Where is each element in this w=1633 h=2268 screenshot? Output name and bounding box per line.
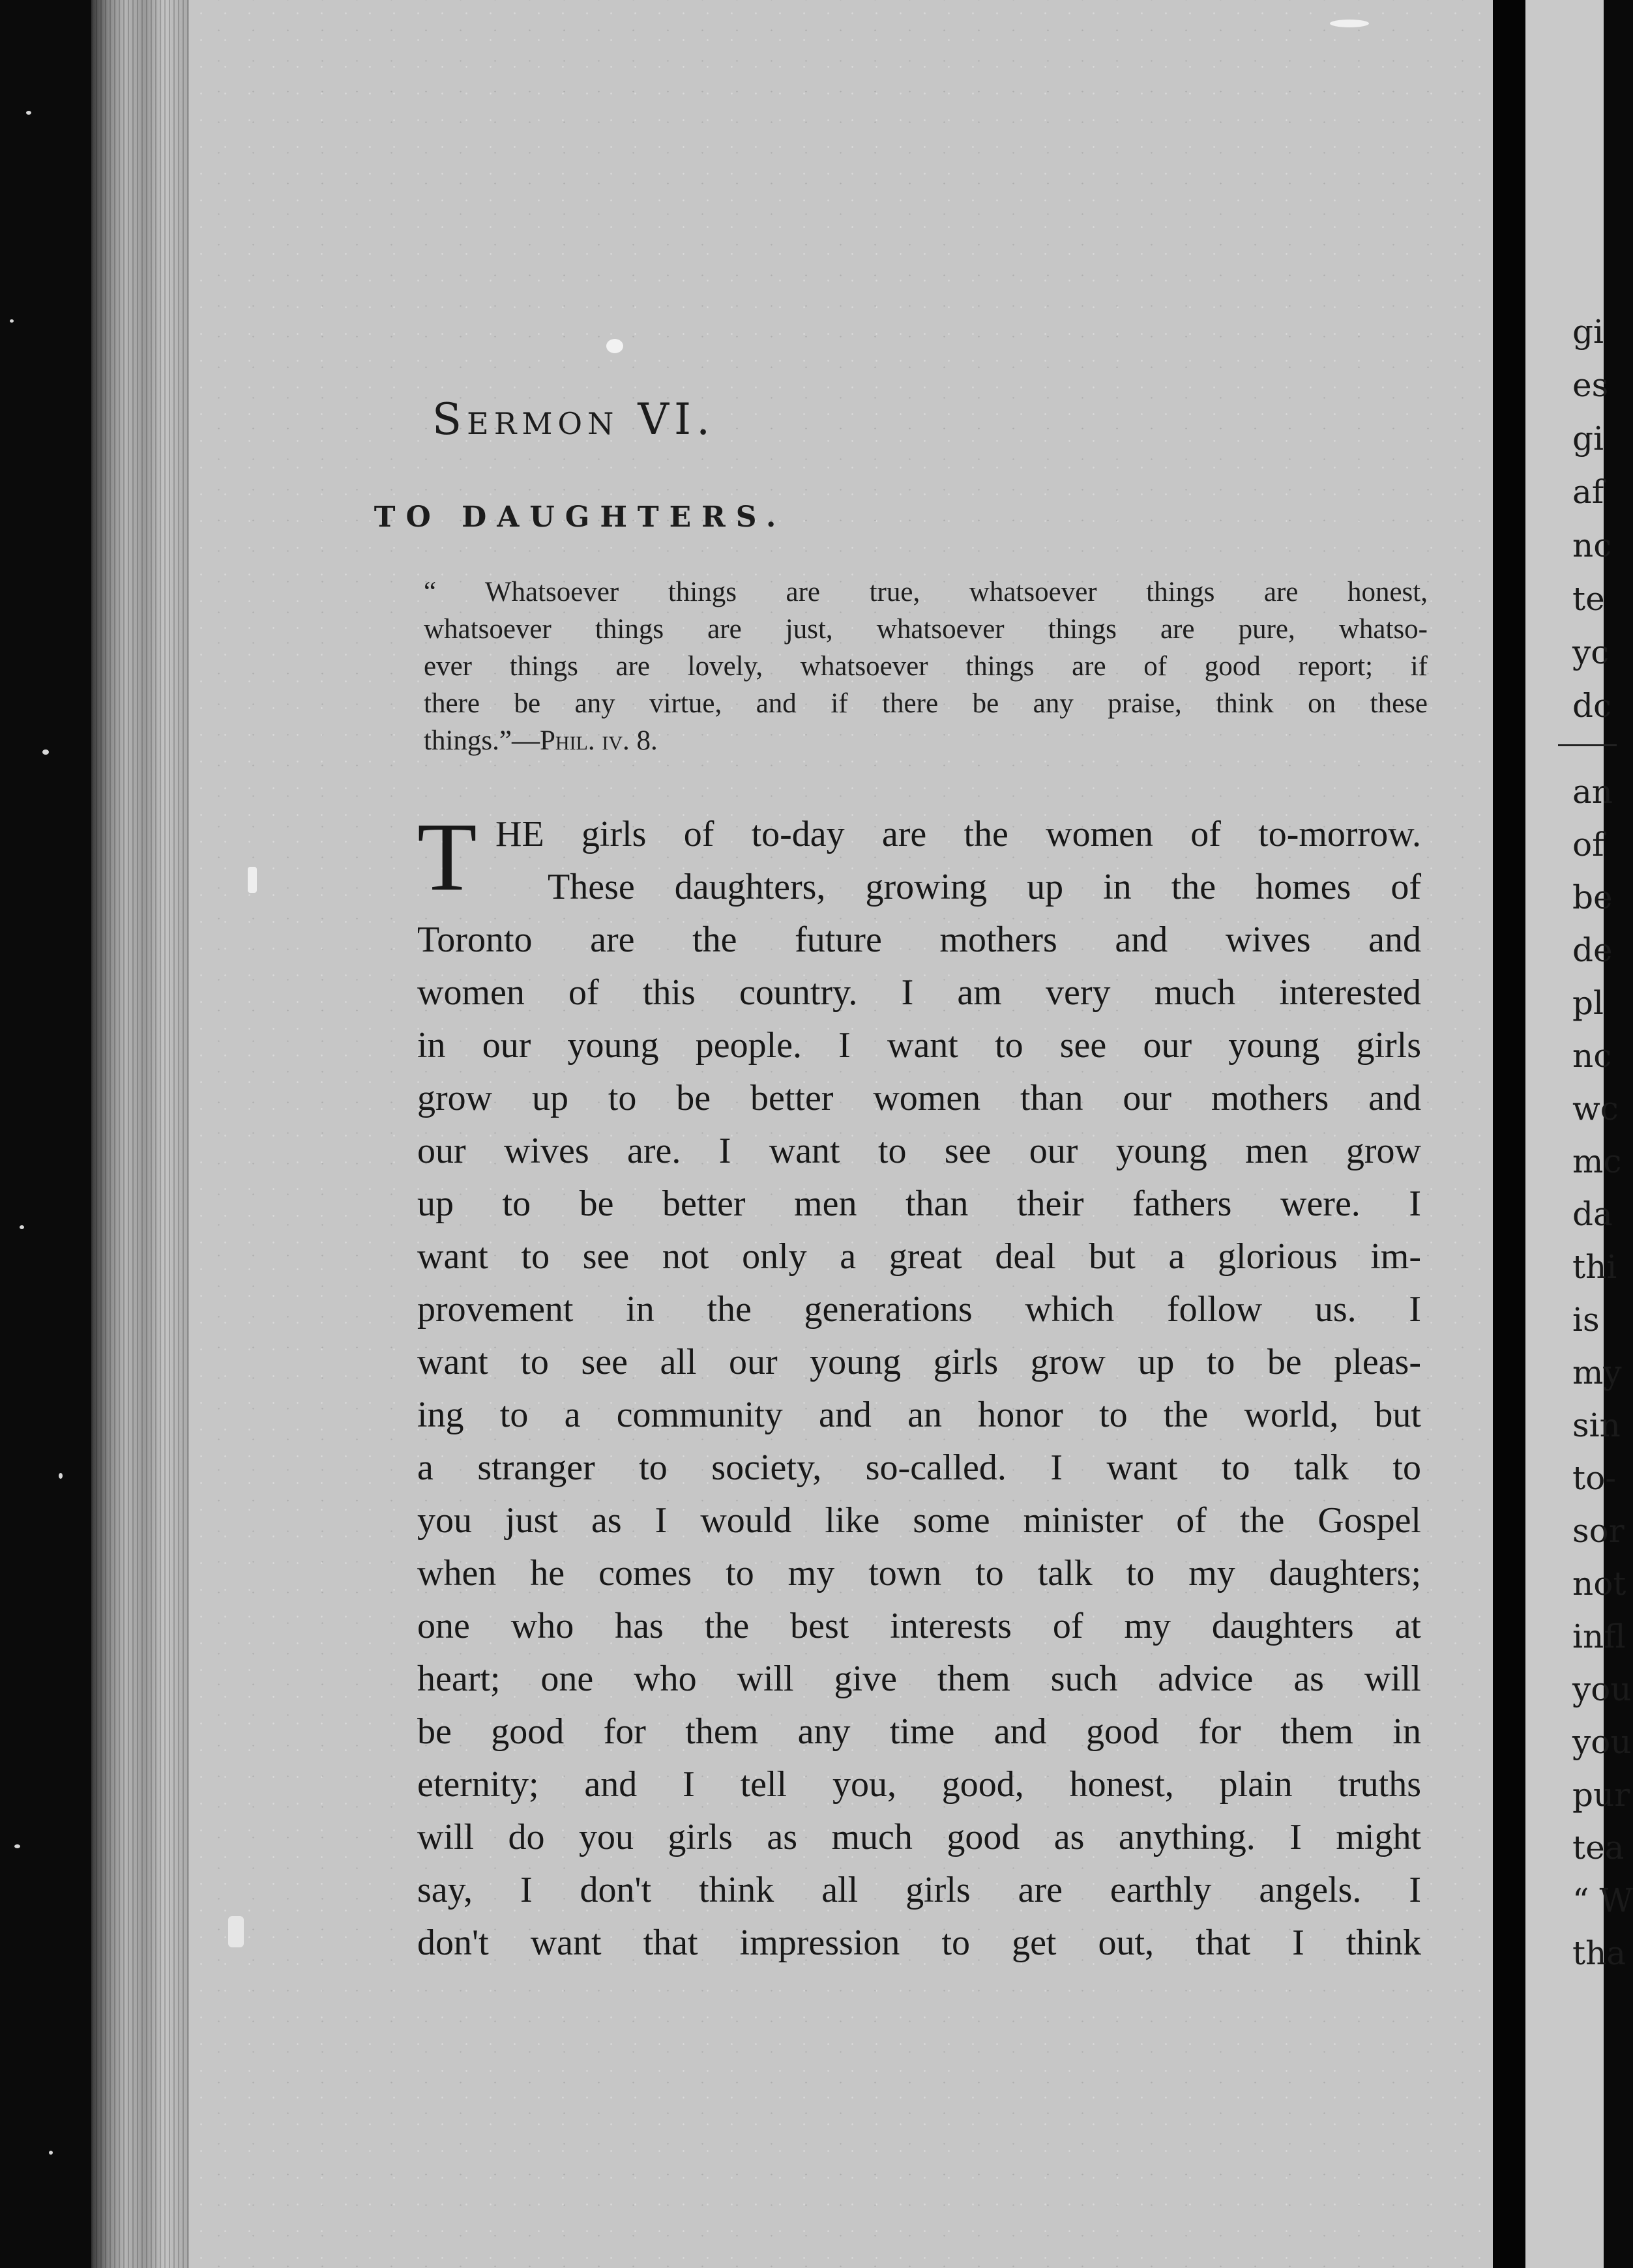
facing-page-line: wc	[1572, 1090, 1619, 1127]
facing-page-line: gi	[1572, 420, 1604, 458]
facing-page-line: nc	[1572, 527, 1612, 564]
facing-page-line: thi	[1572, 1248, 1617, 1286]
body-line: in our young people. I want to see our young girls	[417, 1025, 1421, 1066]
facing-page-line: gi	[1572, 313, 1604, 351]
body-line: one who has the best interests of my daughters at	[417, 1606, 1421, 1646]
body-line: a stranger to society, so-called. I want to talk to	[417, 1447, 1421, 1488]
facing-page-line: is	[1572, 1301, 1600, 1339]
epigraph-text: things.”—	[424, 725, 540, 756]
facing-page-line: “ W	[1572, 1882, 1633, 1919]
facing-page-line: dc	[1572, 687, 1612, 725]
body-line: you just as I would like some minister of the Gospel	[417, 1500, 1421, 1541]
body-line: want to see not only a great deal but a glorious im-	[417, 1236, 1421, 1277]
epigraph-last-line	[424, 722, 1428, 759]
scan-speck	[20, 1225, 24, 1229]
facing-page-line: es	[1572, 366, 1609, 404]
epigraph-line: there be any virtue, and if there be any praise, think on these	[424, 688, 1428, 719]
scan-speck	[42, 749, 49, 755]
body-line: want to see all our young girls grow up to be pleas-	[417, 1342, 1421, 1382]
body-line: provement in the generations which follow us. I	[417, 1289, 1421, 1330]
paper-spot	[1330, 20, 1369, 27]
facing-page-fragment	[1525, 0, 1633, 2268]
book-gutter	[1493, 0, 1525, 2268]
facing-page-line: nc	[1572, 1037, 1612, 1075]
drop-cap: T	[417, 803, 477, 911]
paper-spot	[606, 339, 623, 353]
scan-speck	[10, 319, 14, 323]
epigraph	[424, 574, 1428, 759]
page-title: Sermon VI.	[432, 394, 716, 444]
facing-page-line: da	[1572, 1195, 1613, 1233]
page-edge-stack	[91, 0, 189, 2268]
body-line: Toronto are the future mothers and wives and	[417, 920, 1421, 960]
body-line: women of this country. I am very much interested	[417, 972, 1421, 1013]
body-line: say, I don't think all girls are earthly angels. I	[417, 1870, 1421, 1910]
facing-page-line: yc	[1572, 633, 1610, 671]
facing-page-line: pur	[1572, 1776, 1630, 1814]
facing-page-line: not	[1572, 1565, 1626, 1603]
facing-page-line: te	[1572, 580, 1605, 618]
facing-page-line: sin	[1572, 1406, 1621, 1444]
body-line: up to be better men than their fathers were. I	[417, 1184, 1421, 1224]
scan-speck	[49, 2151, 53, 2155]
facing-page-line: af	[1572, 473, 1604, 511]
paper-spot	[248, 867, 257, 893]
body-line: will do you girls as much good as anything. I might	[417, 1817, 1421, 1857]
scan-speck	[26, 111, 31, 115]
facing-page-line: sor	[1572, 1512, 1625, 1550]
facing-page-line: de	[1572, 931, 1613, 969]
facing-page-rule	[1558, 744, 1617, 746]
body-line: eternity; and I tell you, good, honest, plain truths	[417, 1764, 1421, 1805]
scan-speck	[59, 1473, 63, 1479]
facing-page-line: an	[1572, 773, 1613, 811]
paper-spot	[228, 1916, 244, 1947]
body-line: HE girls of to-day are the women of to-morrow.	[495, 814, 1421, 854]
sermon-body	[417, 803, 1421, 1970]
page-subtitle: TO DAUGHTERS.	[374, 501, 787, 534]
body-line: our wives are. I want to see our young men grow	[417, 1131, 1421, 1171]
epigraph-line: ever things are lovely, whatsoever things are of good report; if	[424, 651, 1428, 682]
facing-page-line: mc	[1572, 1142, 1622, 1180]
body-line: ing to a community and an honor to the world, but	[417, 1395, 1421, 1435]
facing-page-line: tha	[1572, 1934, 1626, 1972]
body-line: These daughters, growing up in the homes of	[548, 867, 1421, 907]
scan-speck	[14, 1844, 20, 1848]
body-line: be good for them any time and good for them in	[417, 1711, 1421, 1752]
body-line: heart; one who will give them such advice as will	[417, 1659, 1421, 1699]
epigraph-line: whatsoever things are just, whatsoever things are pure, whatso-	[424, 614, 1428, 645]
facing-page-line: you	[1572, 1723, 1632, 1761]
epigraph-citation: Phil. iv. 8.	[539, 725, 658, 756]
epigraph-line: “ Whatsoever things are true, whatsoever things are honest,	[424, 577, 1428, 607]
facing-page-line: my	[1572, 1354, 1622, 1391]
facing-page-line: to-	[1572, 1459, 1617, 1497]
body-line: don't want that impression to get out, that I think	[417, 1923, 1421, 1963]
facing-page-line: pl	[1572, 984, 1604, 1022]
body-line: grow up to be better women than our mothers and	[417, 1078, 1421, 1118]
facing-page-line: tea	[1572, 1829, 1625, 1867]
facing-page-line: you	[1572, 1670, 1632, 1708]
facing-page-line: infl	[1572, 1618, 1626, 1655]
facing-page-line: be	[1572, 879, 1613, 916]
body-line: when he comes to my town to talk to my daughters;	[417, 1553, 1421, 1593]
facing-page-line: of	[1572, 826, 1604, 864]
